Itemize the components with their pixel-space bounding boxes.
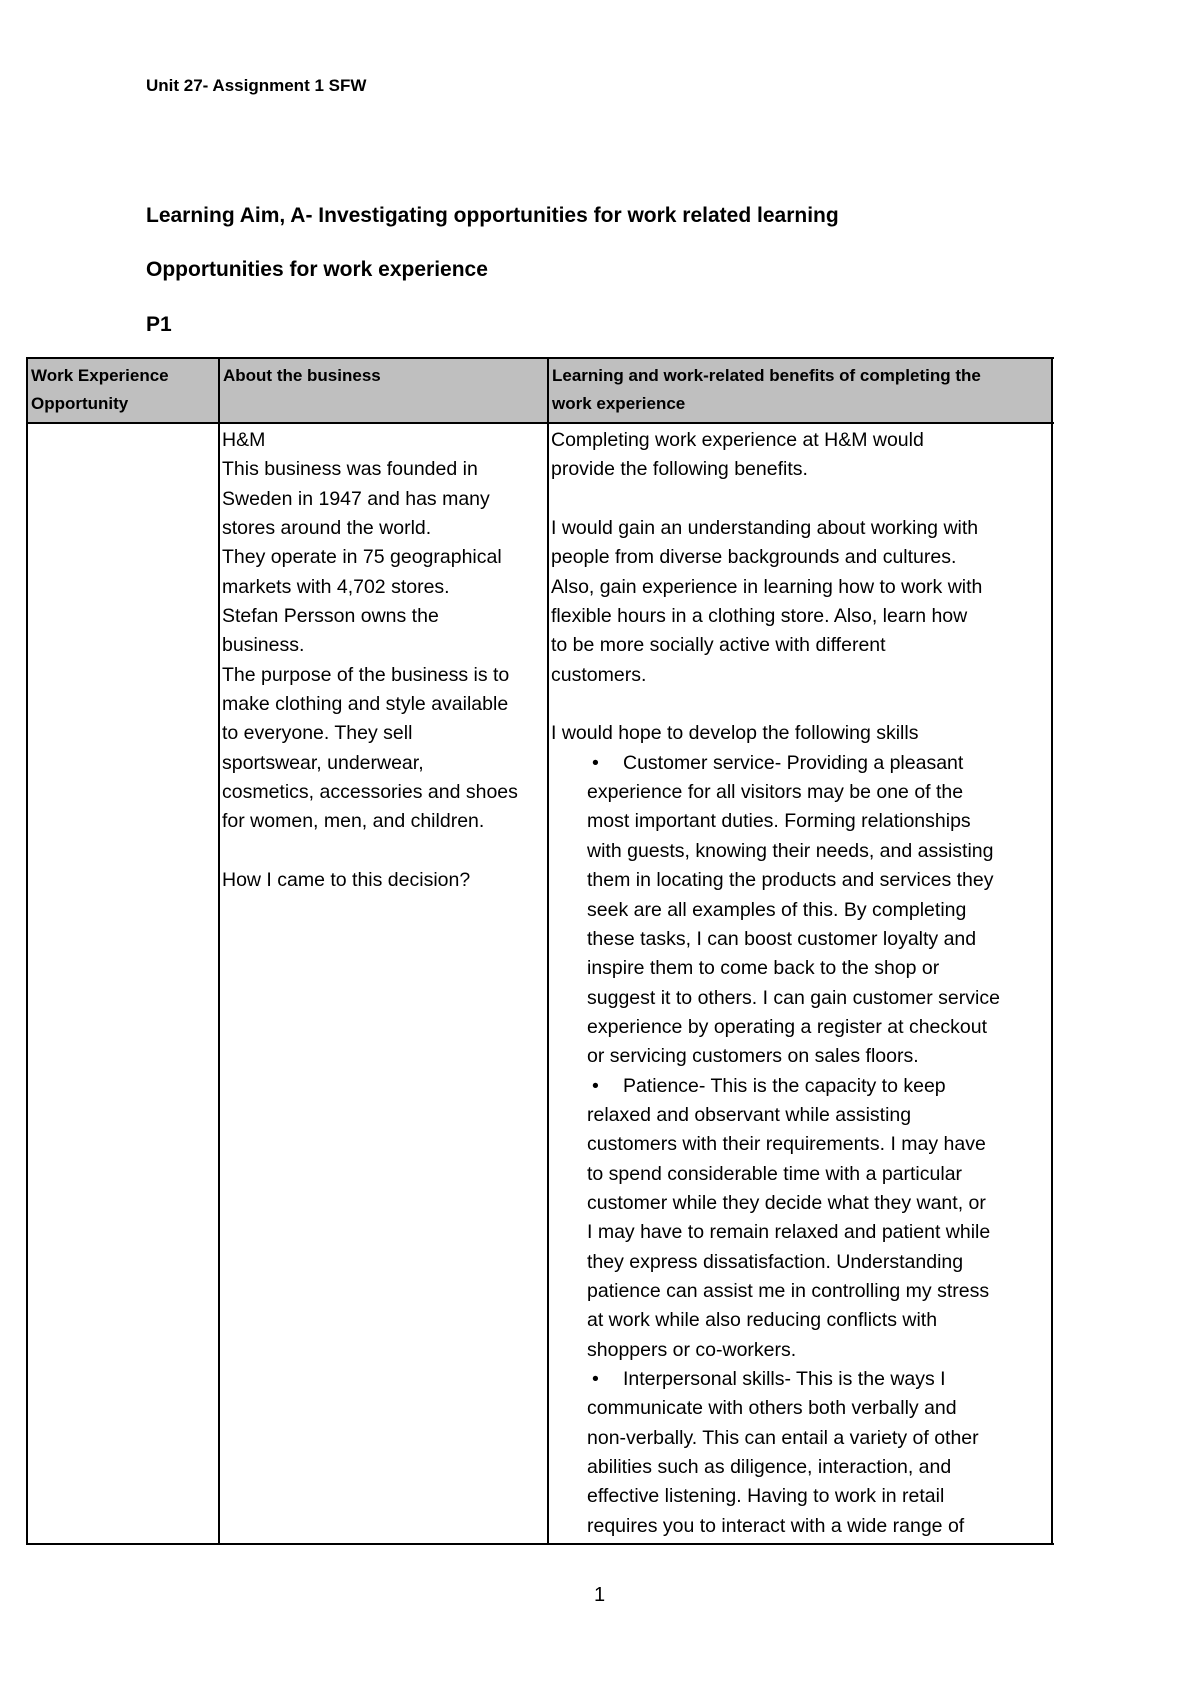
table-border-right bbox=[1051, 357, 1053, 1545]
bullet-continuation-line: most important duties. Forming relationships bbox=[587, 810, 971, 833]
benefits-text-line: to be more socially active with different bbox=[551, 634, 886, 657]
bullet-continuation-line: seek are all examples of this. By completing bbox=[587, 898, 967, 921]
column-divider bbox=[218, 357, 220, 1545]
header-about-the-business: About the business bbox=[223, 366, 381, 385]
business-text-line: How I came to this decision? bbox=[222, 869, 471, 892]
criterion-label: P1 bbox=[146, 313, 172, 336]
bullet-continuation-line: these tasks, I can boost customer loyalty and bbox=[587, 927, 977, 950]
business-text-line: make clothing and style available bbox=[222, 693, 509, 716]
business-text-line: for women, men, and children. bbox=[222, 810, 485, 833]
header-benefits: Learning and work-related benefits of completing the work experience bbox=[552, 366, 981, 413]
business-text-line: This business was founded in bbox=[222, 458, 478, 481]
learning-aim-heading: Learning Aim, A- Investigating opportunities for work related learning bbox=[146, 204, 839, 227]
bullet-item-first-line bbox=[551, 1365, 1051, 1394]
table-border-left bbox=[26, 357, 28, 1545]
benefits-text-line: customers. bbox=[551, 663, 647, 686]
bullet-continuation-line: inspire them to come back to the shop or bbox=[587, 957, 940, 980]
business-text-line: cosmetics, accessories and shoes bbox=[222, 781, 518, 804]
benefits-text-line: people from diverse backgrounds and cultures. bbox=[551, 546, 957, 569]
bullet-icon: • bbox=[592, 751, 599, 774]
benefits-text-line: provide the following benefits. bbox=[551, 458, 808, 481]
bullet-continuation-line: I may have to remain relaxed and patient while bbox=[587, 1221, 991, 1244]
bullet-continuation-line: suggest it to others. I can gain customer service bbox=[587, 986, 1000, 1009]
bullet-icon: • bbox=[592, 1074, 599, 1097]
benefits-text-line: flexible hours in a clothing store. Also, learn how bbox=[551, 605, 968, 628]
bullet-continuation-line: communicate with others both verbally and bbox=[587, 1397, 957, 1420]
bullet-continuation-line: customer while they decide what they want, or bbox=[587, 1191, 986, 1214]
benefits-text-line: I would hope to develop the following skills bbox=[551, 722, 919, 745]
bullet-icon: • bbox=[592, 1368, 599, 1390]
business-text-line: sportswear, underwear, bbox=[222, 751, 424, 774]
benefits-text-line: Completing work experience at H&M would bbox=[551, 429, 924, 451]
page-number: 1 bbox=[594, 1584, 606, 1606]
running-header: Unit 27- Assignment 1 SFW bbox=[146, 76, 367, 95]
bullet-continuation-line: or servicing customers on sales floors. bbox=[587, 1045, 919, 1068]
benefits-text-line bbox=[551, 690, 1051, 719]
cell-about-business bbox=[222, 426, 546, 896]
table-border-bottom bbox=[26, 1543, 1054, 1545]
business-text-line: Stefan Persson owns the bbox=[222, 605, 439, 628]
bullet-continuation-line: shoppers or co-workers. bbox=[587, 1338, 797, 1361]
cell-benefits bbox=[551, 426, 1051, 1541]
bullet-continuation-line: to spend considerable time with a particular bbox=[587, 1162, 963, 1185]
bullet-continuation-line: them in locating the products and services they bbox=[587, 869, 994, 892]
bullet-text: Customer service- Providing a pleasant bbox=[623, 751, 964, 774]
bullet-continuation-line: requires you to interact with a wide range of bbox=[587, 1514, 965, 1537]
bullet-continuation-line: at work while also reducing conflicts with bbox=[587, 1309, 938, 1332]
business-text-line: H&M bbox=[222, 429, 266, 451]
bullet-continuation-line: customers with their requirements. I may have bbox=[587, 1133, 986, 1156]
business-text-line: to everyone. They sell bbox=[222, 722, 413, 745]
bullet-continuation-line: experience by operating a register at checkout bbox=[587, 1015, 987, 1038]
bullet-text: Interpersonal skills- This is the ways I bbox=[623, 1368, 946, 1390]
bullet-continuation-line: non-verbally. This can entail a variety of other bbox=[587, 1426, 979, 1449]
column-divider bbox=[547, 357, 549, 1545]
business-text-line: business. bbox=[222, 634, 305, 657]
business-text-line: The purpose of the business is to bbox=[222, 663, 510, 686]
benefits-text-line: I would gain an understanding about working with bbox=[551, 517, 979, 540]
header-divider bbox=[26, 422, 1054, 424]
header-work-experience-opportunity: Work Experience Opportunity bbox=[31, 366, 169, 413]
bullet-continuation-line: patience can assist me in controlling my stress bbox=[587, 1279, 990, 1302]
business-text-line: They operate in 75 geographical bbox=[222, 546, 502, 569]
bullet-continuation-line: they express dissatisfaction. Understanding bbox=[587, 1250, 964, 1273]
business-text-line bbox=[222, 837, 546, 866]
table-border-top bbox=[26, 357, 1054, 359]
bullet-item-first-line bbox=[551, 749, 1051, 778]
bullet-continuation-line: with guests, knowing their needs, and assisting bbox=[587, 839, 994, 862]
benefits-text-line: Also, gain experience in learning how to work with bbox=[551, 575, 983, 598]
business-text-line: stores around the world. bbox=[222, 517, 432, 540]
bullet-continuation-line: relaxed and observant while assisting bbox=[587, 1103, 912, 1126]
bullet-continuation-line: experience for all visitors may be one of the bbox=[587, 781, 964, 804]
section-title: Opportunities for work experience bbox=[146, 258, 488, 281]
bullet-item-first-line bbox=[551, 1072, 1051, 1101]
bullet-continuation-line: abilities such as diligence, interaction, and bbox=[587, 1456, 952, 1479]
business-text-line: Sweden in 1947 and has many bbox=[222, 487, 490, 510]
bullet-continuation-line: effective listening. Having to work in retail bbox=[587, 1485, 945, 1508]
business-text-line: markets with 4,702 stores. bbox=[222, 575, 450, 598]
bullet-text: Patience- This is the capacity to keep bbox=[623, 1074, 946, 1097]
benefits-text-line bbox=[551, 485, 1051, 514]
